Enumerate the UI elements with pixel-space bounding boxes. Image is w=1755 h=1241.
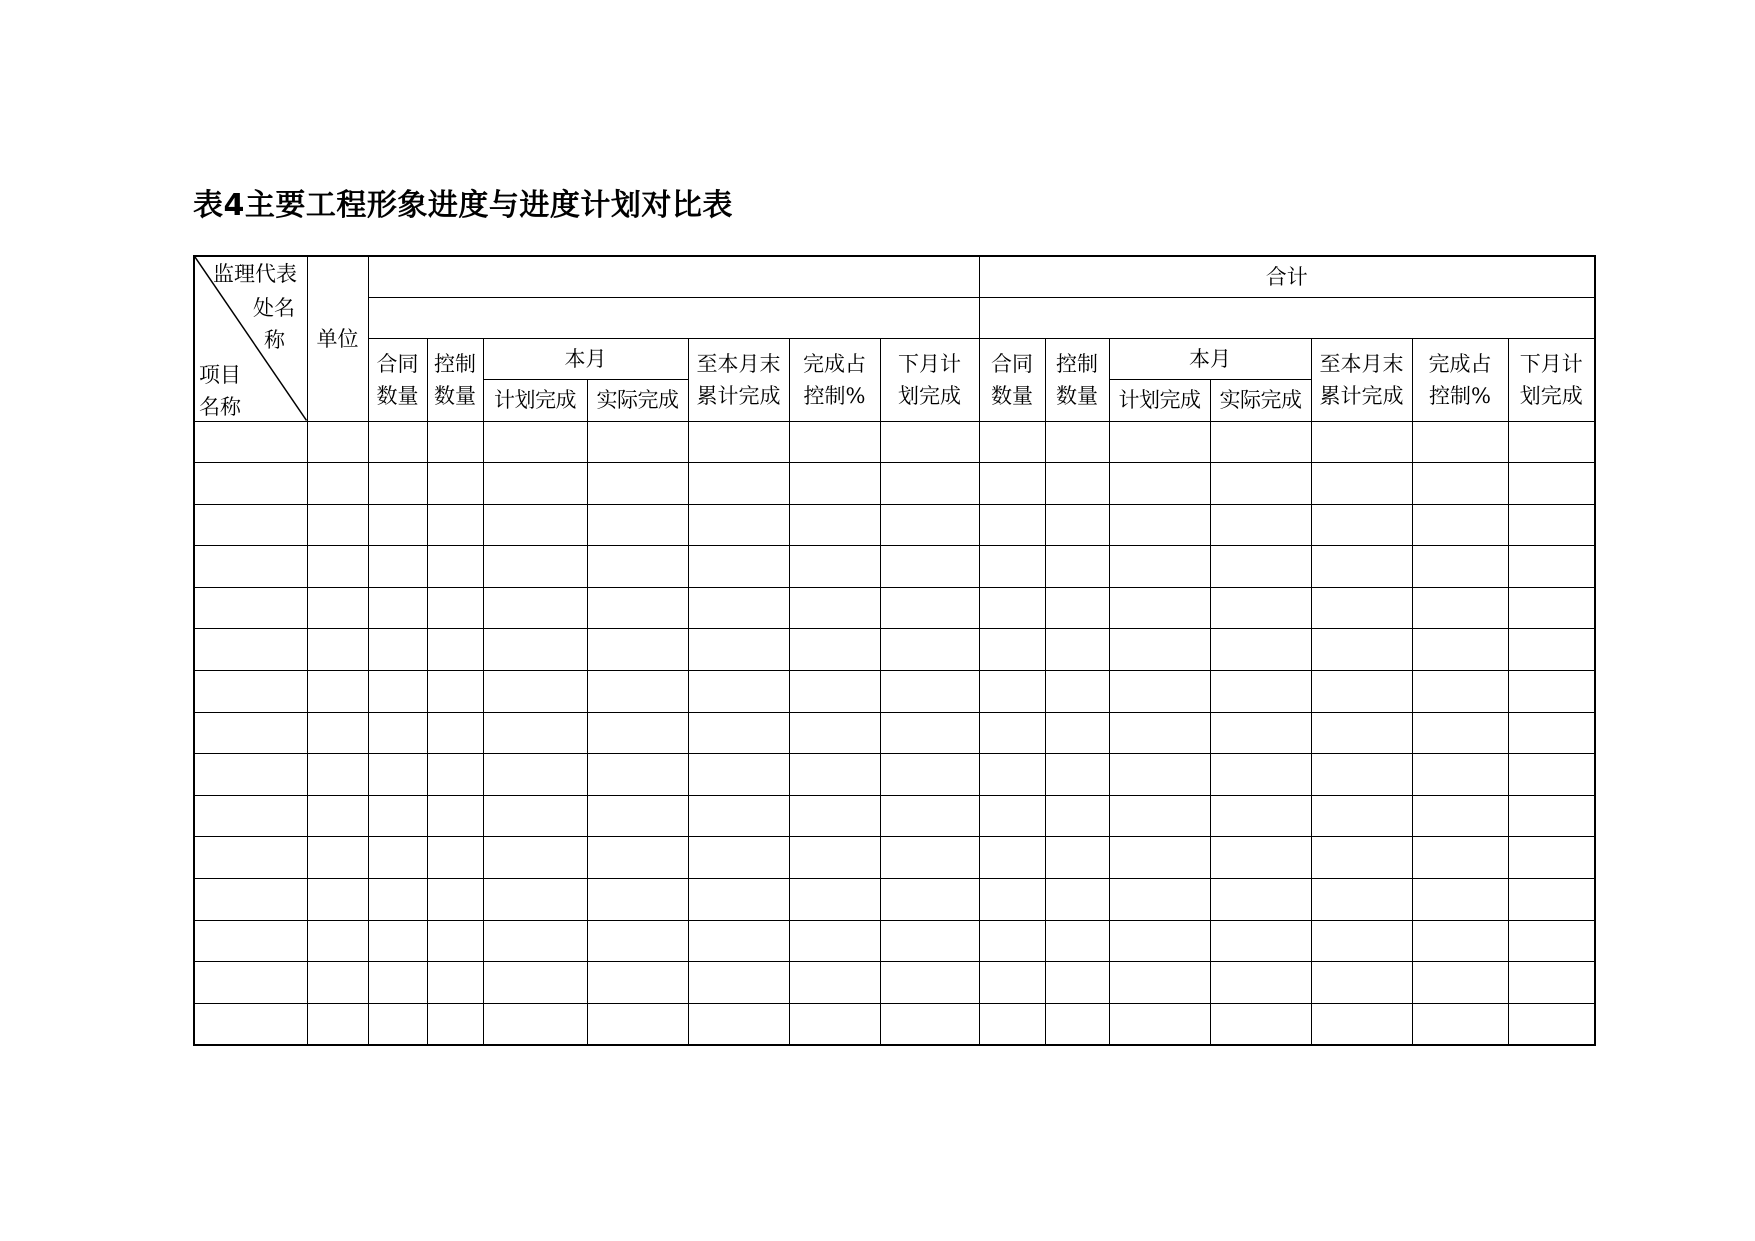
table-cell[interactable] [194,1003,307,1045]
header-unit: 单位 [307,256,368,421]
table-cell[interactable] [483,920,587,962]
table-cell[interactable] [368,504,427,546]
table-cell[interactable] [880,546,979,588]
table-cell[interactable] [688,712,789,754]
table-cell[interactable] [688,837,789,879]
table-cell[interactable] [427,712,483,754]
header-this-month-left: 本月 [483,338,688,379]
table-cell[interactable] [587,754,688,796]
table-cell[interactable] [979,920,1045,962]
table-cell[interactable] [1210,795,1311,837]
header-contract-qty-right: 合同 数量 [979,338,1045,421]
table-cell[interactable] [1210,1003,1311,1045]
table-cell[interactable] [1210,962,1311,1004]
table-cell[interactable] [1311,1003,1412,1045]
table-cell[interactable] [194,463,307,505]
header-plan-done-left: 计划完成 [483,379,587,421]
table-cell[interactable] [1311,629,1412,671]
table-cell[interactable] [483,1003,587,1045]
table-cell[interactable] [1508,421,1595,463]
table-cell[interactable] [427,671,483,713]
header-control-qty-right: 控制 数量 [1045,338,1109,421]
table-cell[interactable] [483,587,587,629]
table-cell[interactable] [1311,920,1412,962]
header-project-name-label-2: 名称 [199,395,241,419]
table-cell[interactable] [587,712,688,754]
page-title: 表4主要工程形象进度与进度计划对比表 [193,188,733,223]
table-cell[interactable] [1412,1003,1508,1045]
table-cell[interactable] [427,629,483,671]
table-cell[interactable] [483,712,587,754]
table-cell[interactable] [194,421,307,463]
table-cell[interactable] [427,920,483,962]
table-cell[interactable] [789,587,880,629]
header-office-name-cell [368,256,979,297]
table-cell[interactable] [1210,920,1311,962]
table-cell[interactable] [587,629,688,671]
table-cell[interactable] [1508,962,1595,1004]
table-cell[interactable] [194,546,307,588]
table-cell[interactable] [979,879,1045,921]
header-blank-cell-left [368,297,979,338]
table-cell[interactable] [789,920,880,962]
table-cell[interactable] [194,879,307,921]
table-cell[interactable] [427,546,483,588]
table-cell[interactable] [307,587,368,629]
table-row [194,712,1595,754]
table-cell[interactable] [1311,962,1412,1004]
table-cell[interactable] [979,1003,1045,1045]
table-cell[interactable] [1508,712,1595,754]
header-next-month-plan-left: 下月计 划完成 [880,338,979,421]
table-cell[interactable] [587,421,688,463]
table-cell[interactable] [979,712,1045,754]
table-cell[interactable] [1210,754,1311,796]
table-cell[interactable] [1412,837,1508,879]
table-cell[interactable] [880,962,979,1004]
table-cell[interactable] [1311,587,1412,629]
table-cell[interactable] [1311,463,1412,505]
table-cell[interactable] [1412,504,1508,546]
table-cell[interactable] [1508,795,1595,837]
table-cell[interactable] [1311,421,1412,463]
table-cell[interactable] [587,463,688,505]
table-cell[interactable] [194,671,307,713]
table-cell[interactable] [1508,754,1595,796]
table-cell[interactable] [587,546,688,588]
table-cell[interactable] [880,712,979,754]
header-supervisor-office-label-3: 称 [264,328,285,352]
table-cell[interactable] [688,671,789,713]
table-cell[interactable] [368,754,427,796]
table-row [194,463,1595,505]
table-cell[interactable] [688,920,789,962]
table-cell[interactable] [1508,546,1595,588]
table-cell[interactable] [307,504,368,546]
table-cell[interactable] [1045,1003,1109,1045]
table-cell[interactable] [688,587,789,629]
table-header [194,256,1595,421]
header-pct-control-right: 完成占 控制% [1412,338,1508,421]
table-cell[interactable] [427,879,483,921]
table-cell[interactable] [789,837,880,879]
table-cell[interactable] [880,879,979,921]
table-cell[interactable] [427,962,483,1004]
table-cell[interactable] [1109,504,1210,546]
table-cell[interactable] [1045,962,1109,1004]
table-cell[interactable] [979,463,1045,505]
table-cell[interactable] [1210,587,1311,629]
table-cell[interactable] [368,712,427,754]
table-cell[interactable] [194,962,307,1004]
table-cell[interactable] [1109,837,1210,879]
header-actual-done-left: 实际完成 [587,379,688,421]
table-cell[interactable] [483,546,587,588]
table-cell[interactable] [368,879,427,921]
table-cell[interactable] [194,920,307,962]
table-cell[interactable] [1311,754,1412,796]
table-cell[interactable] [979,754,1045,796]
header-pct-control-left: 完成占 控制% [789,338,880,421]
table-cell[interactable] [880,795,979,837]
table-cell[interactable] [1412,671,1508,713]
table-cell[interactable] [1210,671,1311,713]
table-cell[interactable] [1045,504,1109,546]
header-next-month-plan-right: 下月计 划完成 [1508,338,1595,421]
table-cell[interactable] [194,587,307,629]
table-cell[interactable] [1508,671,1595,713]
table-cell[interactable] [880,920,979,962]
table-cell[interactable] [427,463,483,505]
table-cell[interactable] [979,795,1045,837]
table-cell[interactable] [1412,920,1508,962]
table-cell[interactable] [880,463,979,505]
table-cell[interactable] [789,463,880,505]
table-cell[interactable] [880,421,979,463]
table-cell[interactable] [1508,837,1595,879]
table-cell[interactable] [587,837,688,879]
header-supervisor-office-label-2: 处名 [253,296,295,320]
table-cell[interactable] [1109,546,1210,588]
table-cell[interactable] [1109,795,1210,837]
table-cell[interactable] [1508,1003,1595,1045]
table-cell[interactable] [880,671,979,713]
table-cell[interactable] [587,920,688,962]
table-cell[interactable] [307,837,368,879]
header-contract-qty-left: 合同 数量 [368,338,427,421]
table-cell[interactable] [368,629,427,671]
table-row [194,795,1595,837]
table-cell[interactable] [483,671,587,713]
table-cell[interactable] [194,795,307,837]
table-cell[interactable] [483,504,587,546]
header-plan-done-right: 计划完成 [1109,379,1210,421]
table-cell[interactable] [1210,546,1311,588]
table-cell[interactable] [1412,629,1508,671]
header-control-qty-left: 控制 数量 [427,338,483,421]
table-cell[interactable] [587,795,688,837]
table-cell[interactable] [1412,879,1508,921]
table-cell[interactable] [688,754,789,796]
table-cell[interactable] [1210,629,1311,671]
table-cell[interactable] [587,587,688,629]
table-cell[interactable] [194,629,307,671]
table-cell[interactable] [880,837,979,879]
table-cell[interactable] [427,587,483,629]
table-cell[interactable] [979,962,1045,1004]
table-cell[interactable] [307,629,368,671]
table-row [194,629,1595,671]
table-cell[interactable] [368,962,427,1004]
table-cell[interactable] [789,546,880,588]
table-cell[interactable] [1210,463,1311,505]
table-cell[interactable] [1045,795,1109,837]
header-this-month-right: 本月 [1109,338,1311,379]
table-cell[interactable] [789,504,880,546]
table-cell[interactable] [1045,671,1109,713]
table-cell[interactable] [979,671,1045,713]
table-cell[interactable] [1109,629,1210,671]
table-cell[interactable] [194,754,307,796]
table-cell[interactable] [587,1003,688,1045]
table-cell[interactable] [307,421,368,463]
table-cell[interactable] [307,546,368,588]
table-cell[interactable] [979,837,1045,879]
table-cell[interactable] [1311,879,1412,921]
table-cell[interactable] [427,1003,483,1045]
table-cell[interactable] [1412,712,1508,754]
header-actual-done-right: 实际完成 [1210,379,1311,421]
table-cell[interactable] [1045,629,1109,671]
table-cell[interactable] [1412,754,1508,796]
table-cell[interactable] [789,962,880,1004]
table-cell[interactable] [427,795,483,837]
header-diagonal-cell [194,256,307,421]
table-cell[interactable] [688,962,789,1004]
table-cell[interactable] [1109,712,1210,754]
table-row [194,754,1595,796]
table-cell[interactable] [789,879,880,921]
table-cell[interactable] [1045,463,1109,505]
table-cell[interactable] [1210,837,1311,879]
table-cell[interactable] [1412,962,1508,1004]
table-cell[interactable] [1109,587,1210,629]
table-cell[interactable] [688,421,789,463]
table-cell[interactable] [789,795,880,837]
table-cell[interactable] [979,629,1045,671]
table-cell[interactable] [368,671,427,713]
table-body [194,421,1595,1045]
table-cell[interactable] [979,421,1045,463]
table-cell[interactable] [1311,504,1412,546]
table-cell[interactable] [1045,587,1109,629]
table-cell[interactable] [587,504,688,546]
table-cell[interactable] [789,1003,880,1045]
table-cell[interactable] [587,879,688,921]
table-cell[interactable] [483,421,587,463]
table-cell[interactable] [1311,671,1412,713]
table-cell[interactable] [427,421,483,463]
table-cell[interactable] [1109,1003,1210,1045]
table-cell[interactable] [1109,463,1210,505]
table-cell[interactable] [307,879,368,921]
table-cell[interactable] [1045,754,1109,796]
table-cell[interactable] [368,920,427,962]
header-project-name-label: 项目 [199,363,241,387]
table-cell[interactable] [368,837,427,879]
table-cell[interactable] [1210,504,1311,546]
progress-comparison-table [193,255,1596,1046]
table-cell[interactable] [1311,712,1412,754]
table-row [194,546,1595,588]
table-cell[interactable] [688,504,789,546]
table-cell[interactable] [307,795,368,837]
table-cell[interactable] [483,879,587,921]
table-cell[interactable] [1045,920,1109,962]
table-cell[interactable] [1508,920,1595,962]
table-cell[interactable] [1508,629,1595,671]
table-cell[interactable] [483,962,587,1004]
table-cell[interactable] [789,421,880,463]
table-cell[interactable] [1109,754,1210,796]
table-cell[interactable] [483,463,587,505]
table-cell[interactable] [307,1003,368,1045]
table-cell[interactable] [368,546,427,588]
table-cell[interactable] [1210,421,1311,463]
table-cell[interactable] [1045,712,1109,754]
header-total: 合计 [979,256,1595,297]
table-cell[interactable] [880,587,979,629]
table-cell[interactable] [483,754,587,796]
table-cell[interactable] [1045,879,1109,921]
table-cell[interactable] [1412,546,1508,588]
table-cell[interactable] [688,546,789,588]
table-cell[interactable] [307,463,368,505]
table-row [194,421,1595,463]
table-cell[interactable] [688,629,789,671]
table-row [194,920,1595,962]
table-cell[interactable] [1045,546,1109,588]
table-cell[interactable] [307,920,368,962]
table-cell[interactable] [194,837,307,879]
table-cell[interactable] [587,671,688,713]
table-cell[interactable] [1412,421,1508,463]
table-cell[interactable] [1210,712,1311,754]
table-cell[interactable] [1109,920,1210,962]
table-row [194,837,1595,879]
table-cell[interactable] [1109,671,1210,713]
table-cell[interactable] [789,629,880,671]
table-cell[interactable] [307,671,368,713]
table-cell[interactable] [1109,962,1210,1004]
table-cell[interactable] [427,504,483,546]
table-cell[interactable] [789,754,880,796]
table-cell[interactable] [880,754,979,796]
table-cell[interactable] [880,629,979,671]
table-cell[interactable] [789,671,880,713]
table-row [194,587,1595,629]
table-cell[interactable] [688,879,789,921]
table-cell[interactable] [688,463,789,505]
table-cell[interactable] [688,795,789,837]
table-cell[interactable] [1109,879,1210,921]
table-cell[interactable] [427,837,483,879]
table-cell[interactable] [880,504,979,546]
table-cell[interactable] [587,962,688,1004]
table-cell[interactable] [979,587,1045,629]
table-cell[interactable] [194,504,307,546]
table-row [194,1003,1595,1045]
table-cell[interactable] [979,504,1045,546]
table-cell[interactable] [307,754,368,796]
table-cell[interactable] [1508,587,1595,629]
header-cum-done-left: 至本月末 累计完成 [688,338,789,421]
table-cell[interactable] [1210,879,1311,921]
table-cell[interactable] [1311,837,1412,879]
table-row [194,962,1595,1004]
table-cell[interactable] [307,962,368,1004]
header-cum-done-right: 至本月末 累计完成 [1311,338,1412,421]
table-cell[interactable] [1412,795,1508,837]
table-cell[interactable] [880,1003,979,1045]
table-cell[interactable] [1508,463,1595,505]
header-blank-cell-right [979,297,1595,338]
table-cell[interactable] [979,546,1045,588]
table-cell[interactable] [368,421,427,463]
table-row [194,504,1595,546]
table-cell[interactable] [368,587,427,629]
table-row [194,671,1595,713]
table-cell[interactable] [1311,795,1412,837]
table-cell[interactable] [368,463,427,505]
table-cell[interactable] [368,795,427,837]
table-cell[interactable] [483,795,587,837]
table-cell[interactable] [1508,504,1595,546]
table-cell[interactable] [688,1003,789,1045]
table-cell[interactable] [1311,546,1412,588]
table-cell[interactable] [368,1003,427,1045]
table-cell[interactable] [1412,463,1508,505]
table-row [194,879,1595,921]
table-cell[interactable] [1412,587,1508,629]
table-cell[interactable] [1508,879,1595,921]
table-cell[interactable] [194,712,307,754]
table-cell[interactable] [427,754,483,796]
header-supervisor-office-label: 监理代表 [213,262,297,286]
table-cell[interactable] [483,629,587,671]
table-cell[interactable] [307,712,368,754]
table-cell[interactable] [1045,837,1109,879]
table-cell[interactable] [789,712,880,754]
table-cell[interactable] [1109,421,1210,463]
table-cell[interactable] [483,837,587,879]
table-cell[interactable] [1045,421,1109,463]
